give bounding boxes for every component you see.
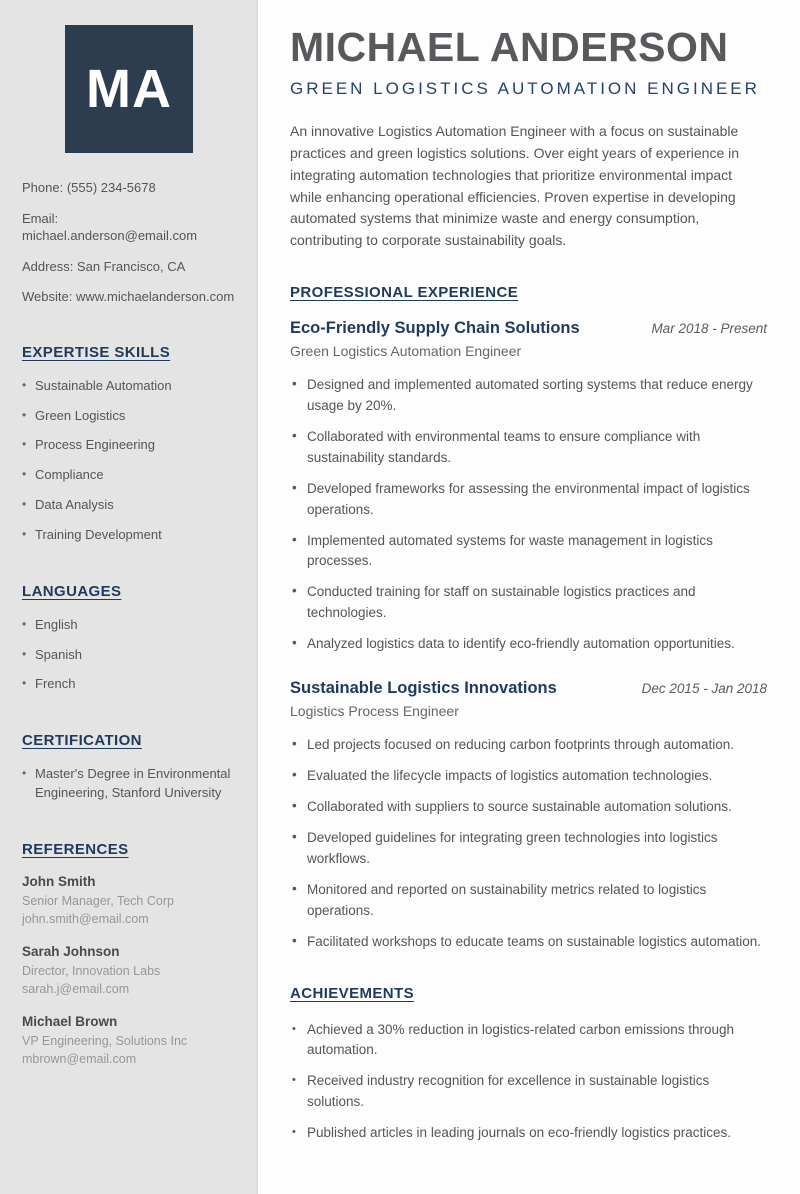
- reference-name: John Smith: [22, 874, 96, 890]
- contact-address: Address: San Francisco, CA: [22, 258, 186, 274]
- experience-bullet: • Collaborated with suppliers to source sustainable automation solutions.: [290, 797, 767, 818]
- reference-role: Director, Innovation Labs: [22, 964, 161, 979]
- experience-entry-header: [290, 679, 767, 698]
- reference-email: john.smith@email.com: [22, 911, 149, 926]
- experience-entry: [290, 319, 767, 655]
- skill-item: • Process Engineering: [22, 436, 236, 455]
- experience-bullet: • Led projects focused on reducing carbon footprints through automation.: [290, 735, 767, 756]
- contact-list: [22, 179, 236, 306]
- language-item: • French: [22, 675, 236, 694]
- headline-job-title: GREEN LOGISTICS AUTOMATION ENGINEER: [290, 79, 760, 99]
- reference-card: [22, 1014, 236, 1068]
- skills-list: [22, 377, 236, 545]
- language-item: • Spanish: [22, 646, 236, 665]
- sidebar: [0, 0, 258, 1194]
- experience-bullet: • Conducted training for staff on sustainable logistics practices and technologies.: [290, 582, 767, 624]
- page-title: MICHAEL ANDERSON: [290, 24, 729, 70]
- reference-card: [22, 874, 236, 928]
- contact-website: Website: www.michaelanderson.com: [22, 289, 235, 305]
- experience-bullet: • Facilitated workshops to educate teams on sustainable logistics automation.: [290, 932, 767, 953]
- date-range: Mar 2018 - Present: [651, 321, 767, 337]
- experience-bullet: • Collaborated with environmental teams to ensure compliance with sustainability standards.: [290, 427, 767, 469]
- achievement-bullet: • Published articles in leading journals on eco-friendly logistics practices.: [290, 1123, 767, 1144]
- section-title-achievements: ACHIEVEMENTS: [290, 984, 414, 1002]
- experience-bullet: • Monitored and reported on sustainability metrics related to logistics operations.: [290, 880, 767, 922]
- reference-card: [22, 944, 236, 998]
- experience-bullet: • Developed guidelines for integrating green technologies into logistics workflows.: [290, 828, 767, 870]
- role-title: Logistics Process Engineer: [290, 703, 459, 720]
- certification-item: • Master's Degree in Environmental Engineering, Stanford University: [22, 765, 236, 803]
- skill-item: • Compliance: [22, 466, 236, 485]
- summary-paragraph: An innovative Logistics Automation Engineer with a focus on sustainable practices and green logistics solutions. Over eight years of experience in integrating automation technologies that prioritize environmental impact while enhancing operational efficiencies. Proven expertise in developing automated systems that minimize waste and energy consumption, contributing to corporate sustainability goals.: [290, 123, 740, 249]
- experience-bullet: • Designed and implemented automated sorting systems that reduce energy usage by 20%.: [290, 375, 767, 417]
- reference-email: mbrown@email.com: [22, 1051, 137, 1066]
- certification-list: [22, 765, 236, 803]
- section-title-languages: LANGUAGES: [22, 582, 122, 600]
- experience-bullet-list: [290, 375, 767, 655]
- reference-role: VP Engineering, Solutions Inc: [22, 1034, 188, 1049]
- reference-email: sarah.j@email.com: [22, 981, 130, 996]
- section-title-certification: CERTIFICATION: [22, 732, 142, 750]
- experience-entry-header: [290, 319, 767, 338]
- avatar-initials: MA: [86, 59, 172, 119]
- avatar: [65, 25, 193, 153]
- achievements-list: [290, 1020, 767, 1145]
- experience-bullet: • Analyzed logistics data to identify eco-friendly automation opportunities.: [290, 634, 767, 655]
- experience-bullet: • Implemented automated systems for waste management in logistics processes.: [290, 531, 767, 573]
- skill-item: • Sustainable Automation: [22, 377, 236, 396]
- reference-role: Senior Manager, Tech Corp: [22, 894, 174, 909]
- experience-entry: [290, 679, 767, 952]
- experience-bullet: • Developed frameworks for assessing the environmental impact of logistics operations.: [290, 479, 767, 521]
- main-content: [258, 0, 800, 1194]
- contact-phone: Phone: (555) 234-5678: [22, 180, 156, 195]
- achievement-bullet: • Received industry recognition for excellence in sustainable logistics solutions.: [290, 1071, 767, 1113]
- language-item: • English: [22, 616, 236, 635]
- reference-name: Michael Brown: [22, 1014, 118, 1030]
- skill-item: • Data Analysis: [22, 496, 236, 515]
- section-title-professional-experience: PROFESSIONAL EXPERIENCE: [290, 284, 519, 302]
- languages-list: [22, 616, 236, 695]
- achievement-bullet: • Achieved a 30% reduction in logistics-related carbon emissions through automation.: [290, 1020, 767, 1062]
- reference-name: Sarah Johnson: [22, 944, 120, 960]
- company-name: Eco-Friendly Supply Chain Solutions: [290, 319, 580, 338]
- date-range: Dec 2015 - Jan 2018: [641, 681, 767, 697]
- experience-bullet: • Evaluated the lifecycle impacts of logistics automation technologies.: [290, 766, 767, 787]
- contact-email: Email: michael.anderson@email.com: [22, 210, 198, 244]
- section-title-expertise-skills: EXPERTISE SKILLS: [22, 343, 171, 361]
- skill-item: • Training Development: [22, 526, 236, 545]
- company-name: Sustainable Logistics Innovations: [290, 679, 557, 698]
- experience-bullet-list: [290, 735, 767, 952]
- skill-item: • Green Logistics: [22, 407, 236, 426]
- section-title-references: REFERENCES: [22, 841, 129, 859]
- role-title: Green Logistics Automation Engineer: [290, 343, 522, 360]
